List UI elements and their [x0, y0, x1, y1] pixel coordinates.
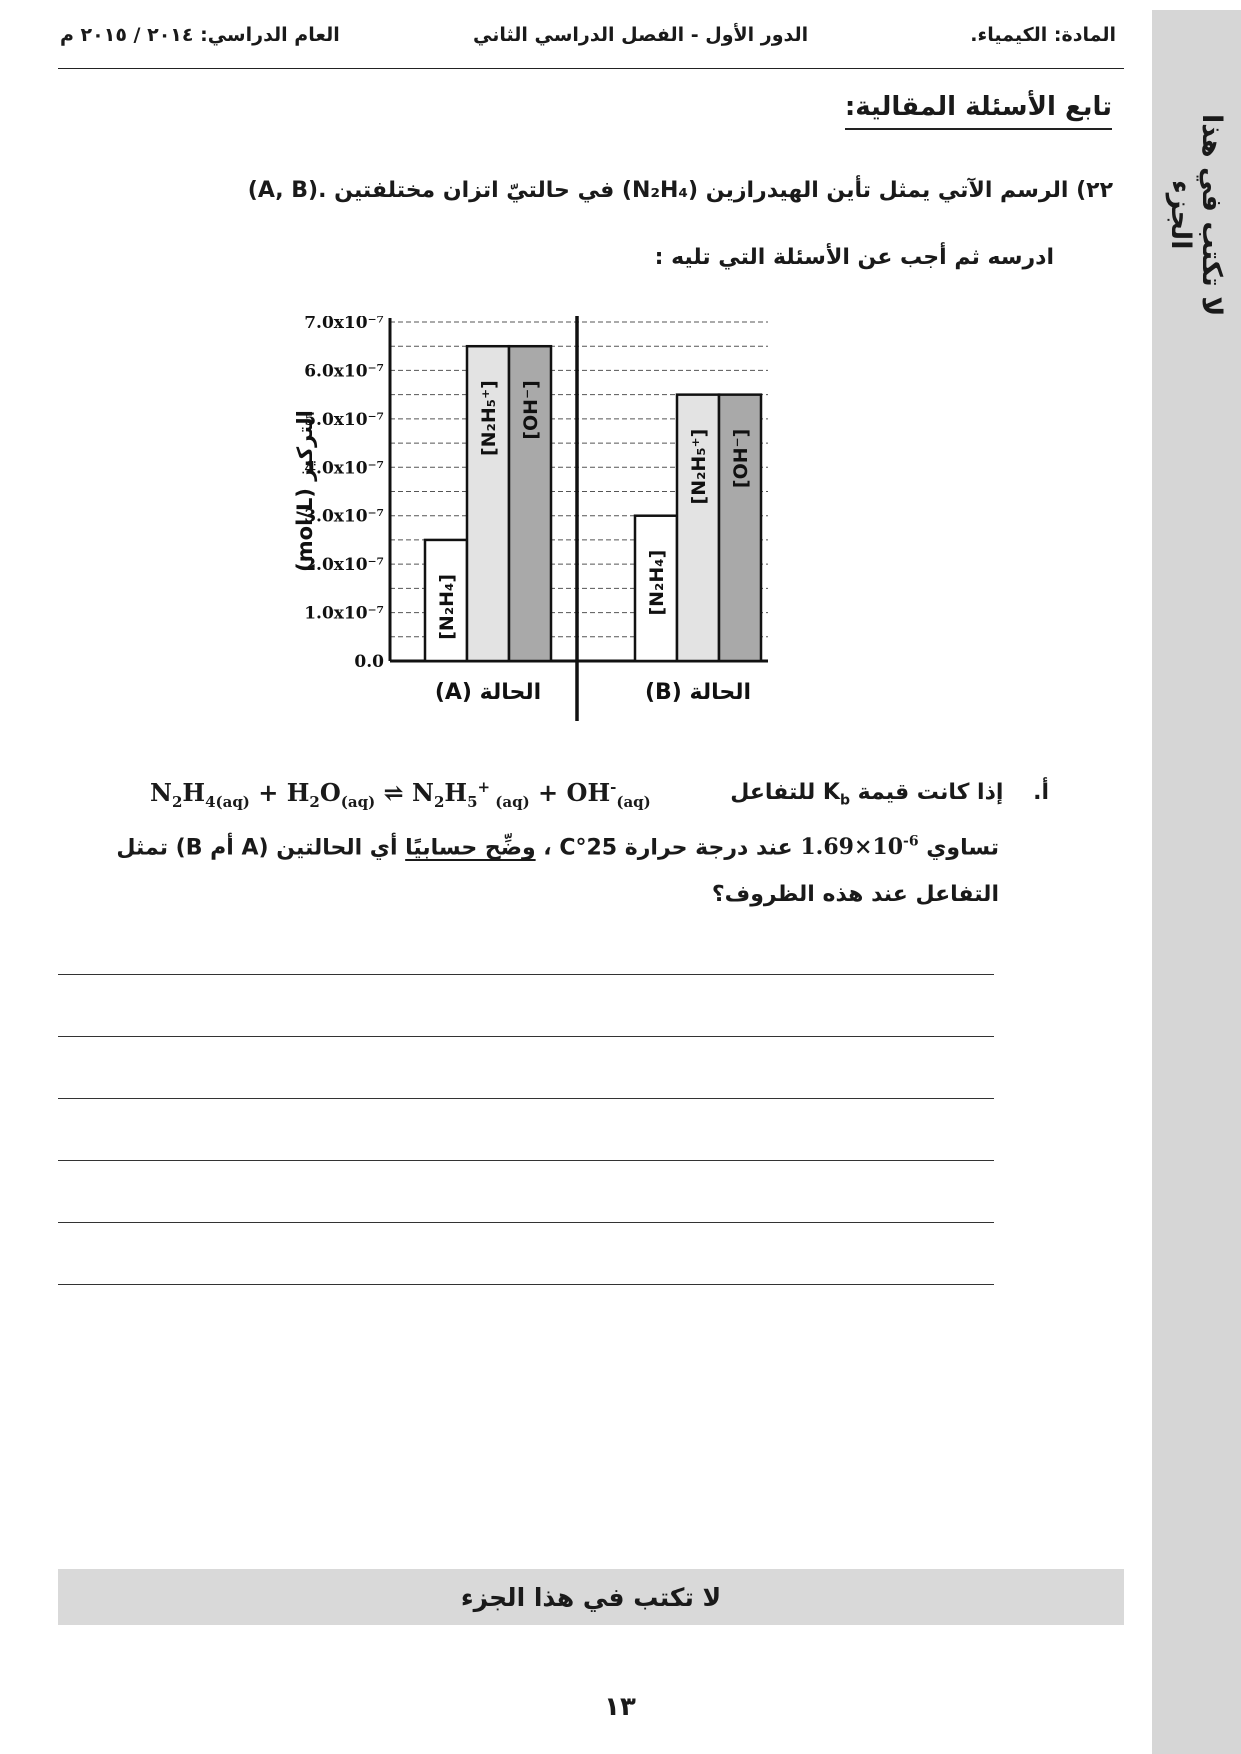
answer-line[interactable]: [58, 1160, 994, 1161]
bar-species-label: [N₂H₅⁺]: [478, 380, 500, 457]
y-tick-label: 1.0x10⁻⁷: [304, 603, 384, 624]
question-instruction: ادرسه ثم أجب عن الأسئلة التي تليه :: [654, 245, 1054, 270]
question-intro: ٢٢) الرسم الآتي يمثل تأين الهيدرازين (N₂H₄) في حالتيّ اتزان مختلفتين (A, B).: [247, 178, 1113, 203]
y-tick-label: 5.0x10⁻⁷: [304, 409, 384, 430]
side-strip-label: لا تكتب في هذا الجزء: [1165, 113, 1227, 317]
header-session: الدور الأول - الفصل الدراسي الثاني: [473, 24, 809, 46]
answer-line[interactable]: [58, 1284, 994, 1285]
bar-species-label: [N₂H₄]: [436, 573, 458, 640]
y-tick-label: 6.0x10⁻⁷: [304, 361, 384, 382]
y-tick-label: 4.0x10⁻⁷: [304, 458, 384, 479]
bar-species-label: [N₂H₄]: [646, 549, 668, 616]
y-axis-unit: (mol/L): [293, 480, 317, 572]
concentration-chart: [290, 316, 870, 726]
page-number: ١٣: [604, 1692, 636, 1722]
answer-line[interactable]: [58, 1036, 994, 1037]
answer-line[interactable]: [58, 1222, 994, 1223]
bar-species-label: [N₂H₅⁺]: [688, 428, 710, 505]
y-axis-title: التركيز: [293, 410, 317, 481]
header-year: العام الدراسي: ٢٠١٤ / ٢٠١٥ م: [60, 24, 340, 46]
header-subject: المادة: الكيمياء.: [970, 24, 1116, 46]
part-a-line3: التفاعل عند هذه الظروف؟: [711, 882, 999, 907]
footer-band: لا تكتب في هذا الجزء: [58, 1569, 1124, 1625]
equilibrium-arrow: ⇌: [375, 778, 412, 807]
reaction-equation: $N_2H_{4(aq)} + H_2O_{(aq)}$ ⇌ $N_2H_5^+$ $_{(aq)} + OH^-_{(aq)}$: [150, 778, 651, 811]
section-title: تابع الأسئلة المقالية:: [845, 92, 1112, 130]
header-rule: [58, 68, 1124, 69]
part-a-line1: أ. إذا كانت قيمة $K_b$ للتفاعل: [730, 780, 1049, 809]
bar-species-label: [OH⁻]: [520, 380, 542, 440]
chart-svg: [290, 316, 870, 726]
part-a-line2: تساوي $1.69\times 10^{-6}$ عند درجة حرارة 25°C ، وضِّح حسابيًا أي الحالتين (A أم B) تمثل: [116, 834, 999, 861]
y-tick-label: 3.0x10⁻⁷: [304, 506, 384, 527]
y-tick-label: 0.0: [354, 652, 384, 672]
group-label: الحالة (A): [434, 680, 542, 705]
underlined-instruction: وضِّح حسابيًا: [405, 835, 536, 861]
part-a-letter: أ.: [1033, 780, 1049, 805]
question-number: ٢٢): [1076, 178, 1113, 203]
answer-line[interactable]: [58, 1098, 994, 1099]
answer-line[interactable]: [58, 974, 994, 975]
y-tick-label: 7.0x10⁻⁷: [304, 316, 384, 333]
group-label: الحالة (B): [644, 680, 752, 705]
y-tick-label: 2.0x10⁻⁷: [304, 555, 384, 576]
bar-species-label: [OH⁻]: [730, 428, 752, 489]
y-axis-label: [293, 410, 317, 572]
